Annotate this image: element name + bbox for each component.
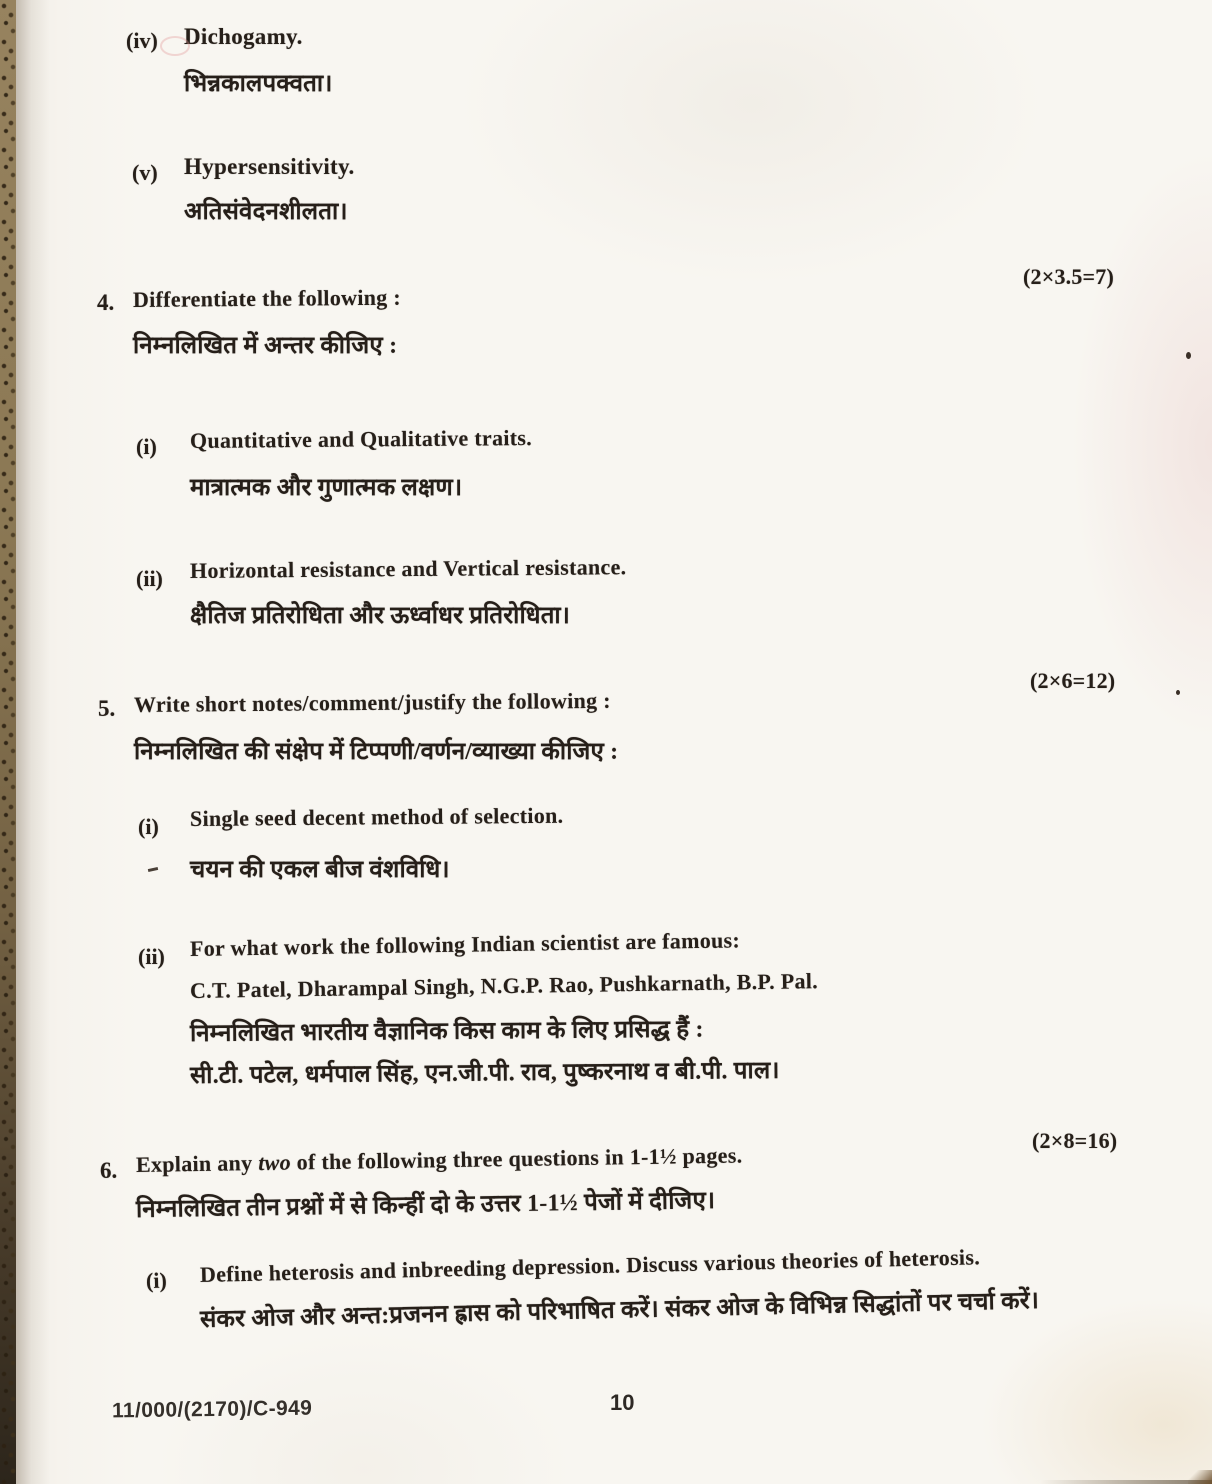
question-5-item-ii-hindi-line2: सी.टी. पटेल, धर्मपाल सिंह, एन.जी.पी. राव, पुष्करनाथ व बी.पी. पाल। <box>189 1057 780 1089</box>
pink-pen-mark <box>160 36 190 56</box>
bottom-right-corner-shadow <box>1188 1470 1212 1484</box>
question-4-item-ii-english: Horizontal resistance and Vertical resistance. <box>189 554 627 583</box>
question-5-item-ii-english-line1: For what work the following Indian scientist are famous: <box>189 927 741 961</box>
question-4-item-ii-hindi: क्षैतिज प्रतिरोधिता और ऊर्ध्वाधर प्रतिरोधिता। <box>190 603 571 629</box>
scanned-book-edge <box>0 0 16 1484</box>
page-number: 10 <box>610 1390 635 1415</box>
question-4-item-i-hindi: मात्रात्मक और गुणात्मक लक्षण। <box>190 475 463 501</box>
question-5-marks: (2×6=12) <box>1030 668 1116 693</box>
bottom-scan-edge <box>1040 1480 1212 1484</box>
item-v-english: Hypersensitivity. <box>184 154 355 179</box>
item-iv-english: Dichogamy. <box>184 24 303 49</box>
question-4-marks: (2×3.5=7) <box>1023 264 1115 289</box>
question-6-item-i-hindi: संकर ओज और अन्त:प्रजनन ह्रास को परिभाषित करें। संकर ओज के विभिन्न सिद्धांतों पर चर्चा करें। <box>199 1287 1040 1333</box>
question-6-english-suffix: of the following three questions in 1-1½ pages. <box>290 1142 743 1175</box>
scan-speck <box>1176 690 1180 695</box>
stray-dash-mark <box>148 867 158 872</box>
question-6-number: 6. <box>100 1158 118 1183</box>
question-6-heading-english <box>136 1142 743 1178</box>
question-5-item-ii-label: (ii) <box>138 944 165 969</box>
question-4-item-ii-label: (ii) <box>136 566 163 591</box>
item-iv-label: (iv) <box>126 28 158 53</box>
question-4-number: 4. <box>97 290 115 315</box>
item-v-label: (v) <box>132 160 158 185</box>
question-4-heading-english: Differentiate the following : <box>132 284 402 312</box>
question-4-heading-hindi: निम्नलिखित में अन्तर कीजिए : <box>133 333 398 359</box>
paper-edge-shadow <box>16 0 50 1484</box>
question-5-item-i-label: (i) <box>138 814 159 839</box>
question-5-heading-hindi: निम्नलिखित की संक्षेप में टिप्पणी/वर्णन/व्याख्या कीजिए : <box>134 739 619 765</box>
footer-paper-code: 11/000/(2170)/C-949 <box>111 1396 313 1423</box>
question-6-english-italic-word: two <box>257 1149 292 1176</box>
question-4-item-i-label: (i) <box>136 434 157 459</box>
question-6-marks: (2×8=16) <box>1032 1128 1118 1153</box>
question-5-heading-english: Write short notes/comment/justify the following : <box>133 687 611 717</box>
question-6-item-i-label: (i) <box>145 1267 168 1293</box>
question-6-english-prefix: Explain any <box>135 1150 259 1177</box>
question-5-item-i-hindi: चयन की एकल बीज वंशविधि। <box>190 857 450 883</box>
item-iv-hindi: भिन्नकालपक्वता। <box>184 71 333 97</box>
question-4-item-i-english: Quantitative and Qualitative traits. <box>189 425 533 453</box>
question-5-item-ii-hindi-line1: निम्नलिखित भारतीय वैज्ञानिक किस काम के लिए प्रसिद्ध हैं : <box>189 1016 704 1047</box>
question-5-item-i-english: Single seed decent method of selection. <box>189 802 564 831</box>
question-5-number: 5. <box>98 696 116 721</box>
item-v-hindi: अतिसंवेदनशीलता। <box>184 199 348 225</box>
question-6-heading-hindi: निम्नलिखित तीन प्रश्नों में से किन्हीं दो के उत्तर 1-1½ पेजों में दीजिए। <box>135 1187 716 1223</box>
question-6-item-i-english: Define heterosis and inbreeding depression. Discuss various theories of heterosis. <box>199 1244 981 1287</box>
scan-speck <box>1186 352 1191 359</box>
question-5-item-ii-english-line2: C.T. Patel, Dharampal Singh, N.G.P. Rao, Pushkarnath, B.P. Pal. <box>189 968 819 1003</box>
